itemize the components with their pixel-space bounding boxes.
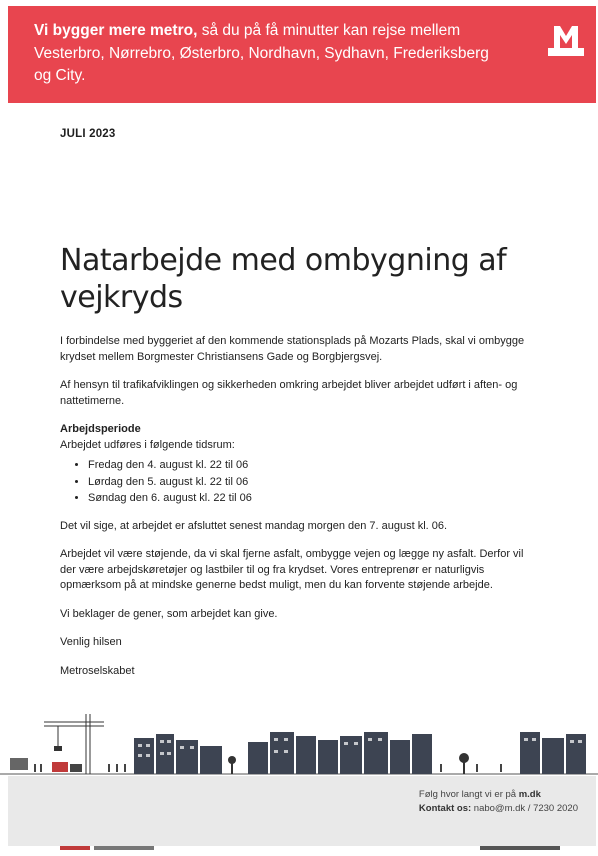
paragraph-completion: Det vil sige, at arbejdet er afsluttet senest mandag morgen den 7. august kl. 06. xyxy=(60,519,448,532)
header-banner xyxy=(8,6,596,103)
follow-prefix: Følg hvor langt vi er på xyxy=(418,789,519,800)
greeting: Venlig hilsen xyxy=(60,636,122,648)
contact-label: Kontakt os: xyxy=(418,803,472,814)
banner-text xyxy=(34,20,504,88)
contact-line xyxy=(419,802,578,816)
city-skyline-illustration xyxy=(0,710,598,776)
letter-body xyxy=(60,334,530,692)
banner-bold-text: Vi bygger mere metro, xyxy=(34,22,198,39)
bottom-decoration xyxy=(60,846,560,852)
footer xyxy=(8,776,596,846)
banner-rest-text: så du på få minutter kan rejse mellem Vesterbro, Nørrebro, Østerbro, Nordhavn, Sydhavn, Frederiksberg og City. xyxy=(34,22,489,84)
page-title: Natarbejde med ombygning af vejkryds xyxy=(60,243,507,316)
period-heading: Arbejdsperiode xyxy=(60,423,141,435)
issue-date: JULI 2023 xyxy=(60,128,116,140)
paragraph-apology: Vi beklager de gener, som arbejdet kan give. xyxy=(60,607,278,620)
schedule-item: • Søndag den 6. august kl. 22 til 06 xyxy=(88,490,530,507)
follow-link[interactable]: m.dk xyxy=(518,789,541,800)
schedule-item: • Fredag den 4. august kl. 22 til 06 xyxy=(88,457,530,474)
sender: Metroselskabet xyxy=(60,664,135,677)
footer-contact xyxy=(419,788,578,816)
follow-line xyxy=(419,788,578,802)
period-intro: Arbejdet udføres i følgende tidsrum: xyxy=(60,438,235,451)
contact-value[interactable]: nabo@m.dk / 7230 2020 xyxy=(471,803,578,814)
schedule-list xyxy=(60,457,530,507)
paragraph-timing: Af hensyn til trafikafviklingen og sikkerheden omkring arbejdet bliver arbejdet udført i aften- og nattetimerne. xyxy=(60,379,518,407)
paragraph-intro: I forbindelse med byggeriet af den kommende stationsplads på Mozarts Plads, skal vi ombygge krydset mellem Borgmester Christiansens Gade og Borgbjergsvej. xyxy=(60,335,525,363)
paragraph-noise: Arbejdet vil være støjende, da vi skal fjerne asfalt, ombygge vejen og lægge ny asfalt. Derfor vil der være arbejdskøretøjer og lastbiler til og fra krydset. Vores entreprenør er naturligvis opmærksom på at mindske generne bedst muligt, men du kan forvente støjende arbejde. xyxy=(60,548,524,591)
schedule-item: • Lørdag den 5. august kl. 22 til 06 xyxy=(88,474,530,491)
metro-m-logo-icon xyxy=(548,24,584,56)
